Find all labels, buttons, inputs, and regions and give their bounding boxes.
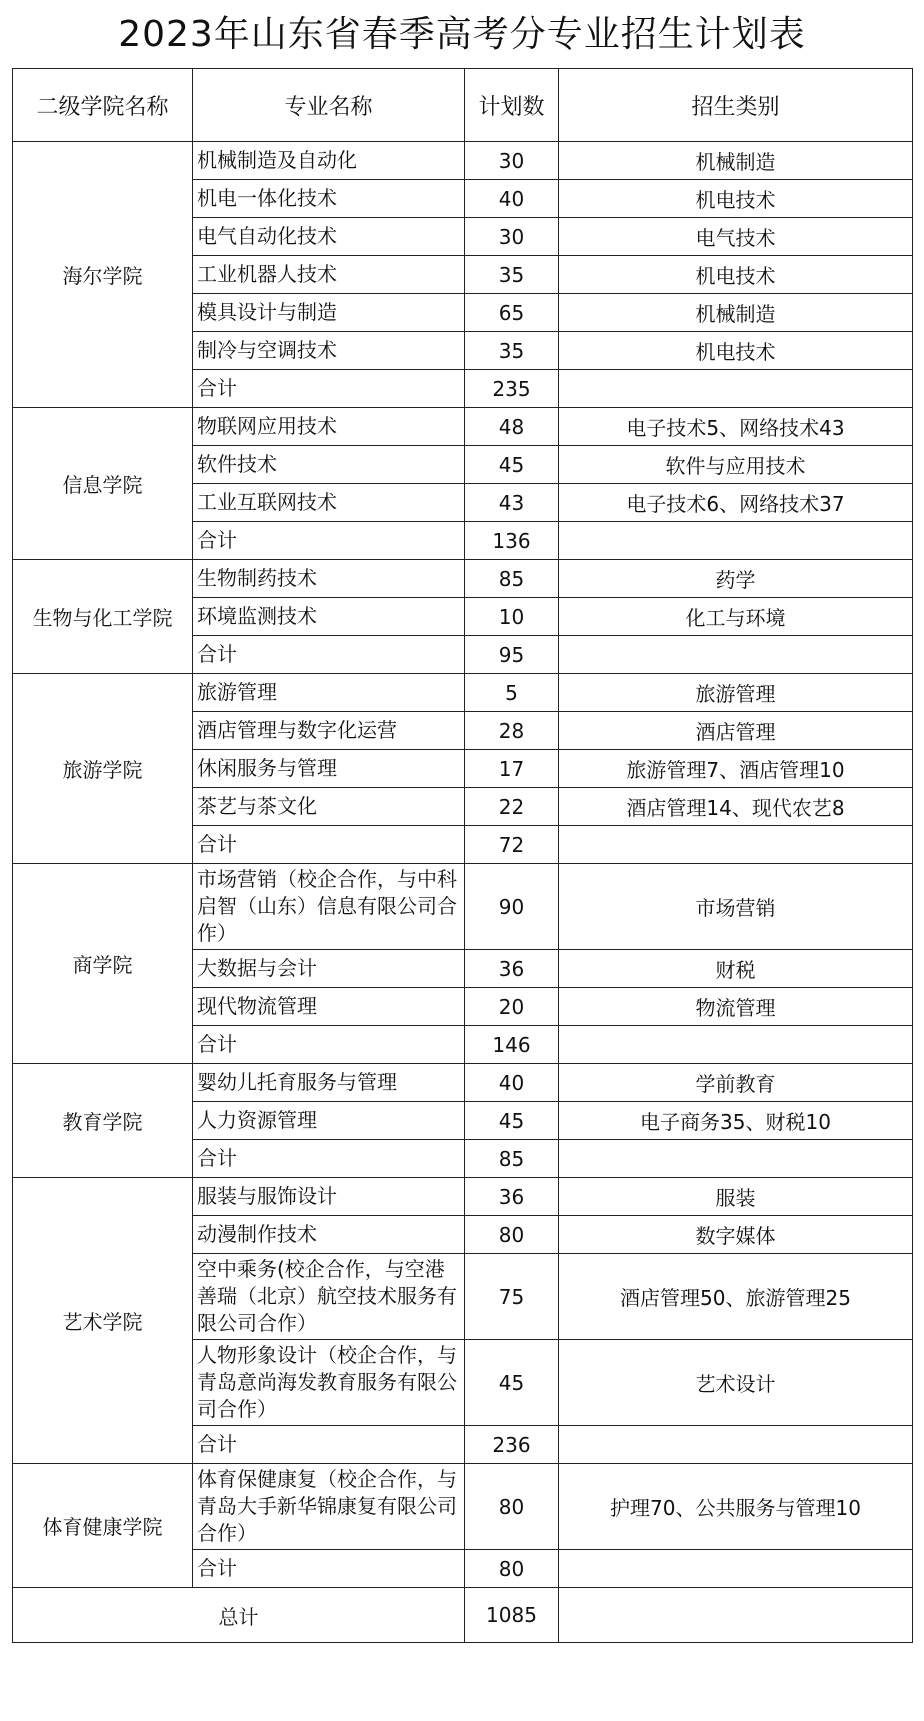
major-name-cell: 婴幼儿托育服务与管理	[193, 1064, 465, 1102]
enrollment-category-cell: 机械制造	[559, 294, 913, 332]
plan-count-cell: 28	[465, 712, 559, 750]
enrollment-category-cell: 机电技术	[559, 256, 913, 294]
major-name-cell: 机械制造及自动化	[193, 142, 465, 180]
college-name-cell: 商学院	[13, 864, 193, 1064]
enrollment-category-cell: 电子商务35、财税10	[559, 1102, 913, 1140]
table-row	[13, 142, 913, 180]
enrollment-category-cell: 药学	[559, 560, 913, 598]
major-name-cell: 人力资源管理	[193, 1102, 465, 1140]
plan-count-cell: 45	[465, 1340, 559, 1426]
table-header-row	[13, 69, 913, 142]
grand-total-label: 总计	[13, 1588, 465, 1643]
plan-count-cell: 80	[465, 1464, 559, 1550]
subtotal-label-cell: 合计	[193, 370, 465, 408]
enrollment-category-cell: 物流管理	[559, 988, 913, 1026]
college-name-cell: 生物与化工学院	[13, 560, 193, 674]
plan-count-cell: 5	[465, 674, 559, 712]
enrollment-category-cell: 市场营销	[559, 864, 913, 950]
table-row	[13, 1464, 913, 1550]
college-name-cell: 体育健康学院	[13, 1464, 193, 1588]
enrollment-category-cell: 学前教育	[559, 1064, 913, 1102]
college-name-cell: 海尔学院	[13, 142, 193, 408]
subtotal-count-cell: 146	[465, 1026, 559, 1064]
plan-count-cell: 10	[465, 598, 559, 636]
major-name-cell: 大数据与会计	[193, 950, 465, 988]
enrollment-category-cell: 酒店管理	[559, 712, 913, 750]
plan-count-cell: 45	[465, 1102, 559, 1140]
enrollment-category-cell: 服装	[559, 1178, 913, 1216]
subtotal-count-cell: 80	[465, 1550, 559, 1588]
enrollment-category-cell: 电子技术5、网络技术43	[559, 408, 913, 446]
plan-count-cell: 40	[465, 180, 559, 218]
enrollment-category-cell	[559, 370, 913, 408]
enrollment-category-cell	[559, 636, 913, 674]
enrollment-category-cell: 机电技术	[559, 332, 913, 370]
plan-count-cell: 40	[465, 1064, 559, 1102]
table-row	[13, 408, 913, 446]
major-name-cell: 制冷与空调技术	[193, 332, 465, 370]
grand-total-count: 1085	[465, 1588, 559, 1643]
table-row	[13, 864, 913, 950]
table-row	[13, 1178, 913, 1216]
plan-count-cell: 30	[465, 218, 559, 256]
plan-count-cell: 22	[465, 788, 559, 826]
subtotal-count-cell: 235	[465, 370, 559, 408]
plan-count-cell: 30	[465, 142, 559, 180]
plan-count-cell: 45	[465, 446, 559, 484]
header-category: 招生类别	[559, 69, 913, 142]
plan-count-cell: 48	[465, 408, 559, 446]
subtotal-label-cell: 合计	[193, 826, 465, 864]
enrollment-category-cell: 机械制造	[559, 142, 913, 180]
plan-count-cell: 90	[465, 864, 559, 950]
subtotal-label-cell: 合计	[193, 636, 465, 674]
major-name-cell: 休闲服务与管理	[193, 750, 465, 788]
enrollment-category-cell: 机电技术	[559, 180, 913, 218]
plan-count-cell: 80	[465, 1216, 559, 1254]
table-row	[13, 560, 913, 598]
table-row	[13, 674, 913, 712]
major-name-cell: 生物制药技术	[193, 560, 465, 598]
plan-count-cell: 36	[465, 1178, 559, 1216]
header-count: 计划数	[465, 69, 559, 142]
major-name-cell: 体育保健康复（校企合作，与青岛大手新华锦康复有限公司合作）	[193, 1464, 465, 1550]
enrollment-category-cell: 旅游管理	[559, 674, 913, 712]
college-name-cell: 旅游学院	[13, 674, 193, 864]
major-name-cell: 软件技术	[193, 446, 465, 484]
page-title: 2023年山东省春季高考分专业招生计划表	[118, 14, 806, 55]
subtotal-count-cell: 236	[465, 1426, 559, 1464]
header-college: 二级学院名称	[13, 69, 193, 142]
major-name-cell: 工业机器人技术	[193, 256, 465, 294]
major-name-cell: 物联网应用技术	[193, 408, 465, 446]
enrollment-category-cell: 护理70、公共服务与管理10	[559, 1464, 913, 1550]
major-name-cell: 电气自动化技术	[193, 218, 465, 256]
plan-count-cell: 43	[465, 484, 559, 522]
major-name-cell: 空中乘务(校企合作，与空港善瑞（北京）航空技术服务有限公司合作）	[193, 1254, 465, 1340]
enrollment-category-cell: 电气技术	[559, 218, 913, 256]
plan-count-cell: 65	[465, 294, 559, 332]
plan-count-cell: 75	[465, 1254, 559, 1340]
table-row	[13, 1064, 913, 1102]
enrollment-category-cell: 艺术设计	[559, 1340, 913, 1426]
enrollment-category-cell	[559, 1140, 913, 1178]
enrollment-category-cell	[559, 1426, 913, 1464]
major-name-cell: 酒店管理与数字化运营	[193, 712, 465, 750]
enrollment-category-cell	[559, 826, 913, 864]
enrollment-category-cell	[559, 522, 913, 560]
major-name-cell: 现代物流管理	[193, 988, 465, 1026]
enrollment-category-cell: 数字媒体	[559, 1216, 913, 1254]
plan-count-cell: 36	[465, 950, 559, 988]
major-name-cell: 动漫制作技术	[193, 1216, 465, 1254]
subtotal-label-cell: 合计	[193, 1026, 465, 1064]
enrollment-category-cell	[559, 1026, 913, 1064]
major-name-cell: 工业互联网技术	[193, 484, 465, 522]
subtotal-label-cell: 合计	[193, 1426, 465, 1464]
major-name-cell: 模具设计与制造	[193, 294, 465, 332]
college-name-cell: 信息学院	[13, 408, 193, 560]
subtotal-label-cell: 合计	[193, 522, 465, 560]
subtotal-count-cell: 72	[465, 826, 559, 864]
subtotal-count-cell: 95	[465, 636, 559, 674]
enrollment-category-cell: 旅游管理7、酒店管理10	[559, 750, 913, 788]
major-name-cell: 机电一体化技术	[193, 180, 465, 218]
header-major: 专业名称	[193, 69, 465, 142]
enrollment-category-cell: 软件与应用技术	[559, 446, 913, 484]
enrollment-category-cell: 财税	[559, 950, 913, 988]
plan-count-cell: 20	[465, 988, 559, 1026]
major-name-cell: 茶艺与茶文化	[193, 788, 465, 826]
college-name-cell: 艺术学院	[13, 1178, 193, 1464]
major-name-cell: 环境监测技术	[193, 598, 465, 636]
enrollment-category-cell: 化工与环境	[559, 598, 913, 636]
enrollment-category-cell	[559, 1550, 913, 1588]
plan-count-cell: 17	[465, 750, 559, 788]
enrollment-category-cell: 电子技术6、网络技术37	[559, 484, 913, 522]
enrollment-plan-table	[12, 68, 913, 1643]
plan-count-cell: 35	[465, 256, 559, 294]
major-name-cell: 服装与服饰设计	[193, 1178, 465, 1216]
major-name-cell: 旅游管理	[193, 674, 465, 712]
enrollment-category-cell: 酒店管理14、现代农艺8	[559, 788, 913, 826]
major-name-cell: 人物形象设计（校企合作，与青岛意尚海发教育服务有限公司合作）	[193, 1340, 465, 1426]
grand-total-row	[13, 1588, 913, 1643]
table-body	[13, 142, 913, 1643]
subtotal-count-cell: 136	[465, 522, 559, 560]
grand-total-category	[559, 1588, 913, 1643]
plan-count-cell: 35	[465, 332, 559, 370]
plan-count-cell: 85	[465, 560, 559, 598]
major-name-cell: 市场营销（校企合作，与中科启智（山东）信息有限公司合作）	[193, 864, 465, 950]
subtotal-count-cell: 85	[465, 1140, 559, 1178]
subtotal-label-cell: 合计	[193, 1140, 465, 1178]
college-name-cell: 教育学院	[13, 1064, 193, 1178]
enrollment-category-cell: 酒店管理50、旅游管理25	[559, 1254, 913, 1340]
subtotal-label-cell: 合计	[193, 1550, 465, 1588]
